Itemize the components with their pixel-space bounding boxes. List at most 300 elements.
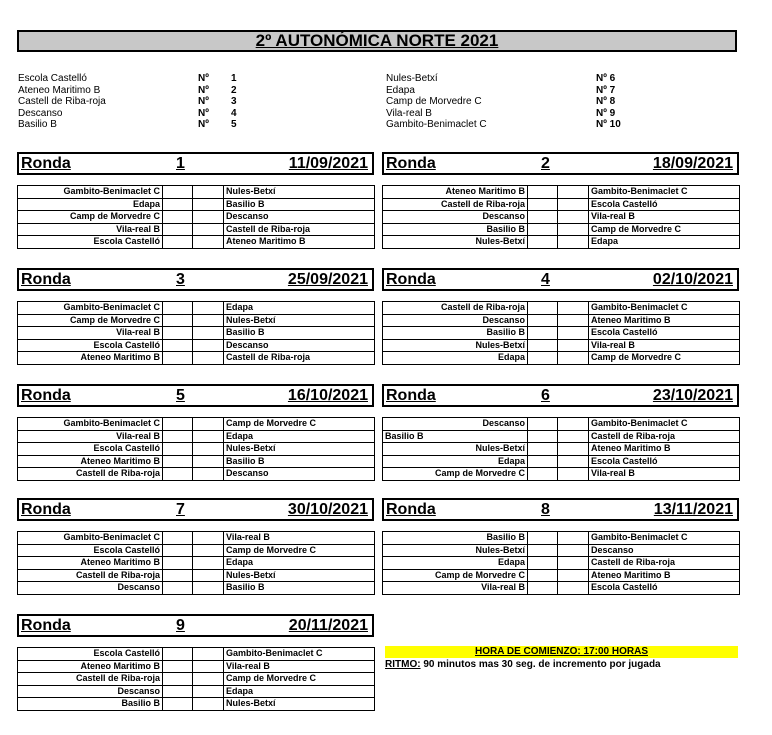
team-row: [18, 73, 278, 85]
away-result-cell: [558, 418, 589, 431]
home-result-cell: [528, 443, 558, 456]
away-team: Ateneo Maritimo B: [224, 236, 375, 249]
away-result-cell: [193, 698, 224, 711]
team-number: Nº 6: [596, 73, 616, 84]
away-result-cell: [193, 544, 224, 557]
home-team: Gambito-Benimaclet C: [18, 186, 163, 199]
home-team: Castell de Riba-roja: [18, 673, 163, 686]
round-header: [382, 268, 739, 291]
team-number: 1: [231, 73, 237, 84]
away-result-cell: [193, 648, 224, 661]
away-result-cell: [558, 327, 589, 340]
home-result-cell: [163, 302, 193, 315]
match-row: [383, 532, 740, 545]
team-name: Escola Castelló: [18, 73, 87, 84]
team-name: Ateneo Maritimo B: [18, 84, 101, 96]
home-team: Edapa: [383, 352, 528, 365]
away-result-cell: [193, 443, 224, 456]
match-row: [383, 582, 740, 595]
away-team: Basilio B: [224, 198, 375, 211]
team-number: Nº 9: [596, 107, 616, 119]
match-row: [18, 468, 375, 481]
home-team: Castell de Riba-roja: [383, 198, 528, 211]
round-date: 25/09/2021: [287, 271, 368, 288]
home-result-cell: [163, 544, 193, 557]
away-team: Gambito-Benimaclet C: [589, 418, 740, 431]
away-result-cell: [193, 198, 224, 211]
round-header: [17, 268, 374, 291]
home-result-cell: [163, 443, 193, 456]
round-label: Ronda: [386, 387, 436, 404]
away-team: Camp de Morvedre C: [589, 223, 740, 236]
round-table: [382, 185, 740, 249]
home-team: Vila-real B: [18, 430, 163, 443]
home-result-cell: [163, 418, 193, 431]
team-name: Camp de Morvedre C: [386, 96, 482, 108]
team-no-label: Nº: [198, 73, 209, 84]
round-date: 13/11/2021: [653, 501, 733, 518]
away-result-cell: [558, 557, 589, 570]
team-number: Nº 7: [596, 84, 616, 96]
round-number: 6: [541, 387, 550, 404]
home-result-cell: [528, 418, 558, 431]
match-row: [18, 223, 375, 236]
team-row: [18, 108, 278, 120]
home-team: Vila-real B: [18, 327, 163, 340]
round-label: Ronda: [386, 271, 436, 288]
round-header: [17, 384, 374, 407]
team-row: [386, 73, 686, 85]
team-number: 2: [231, 84, 237, 96]
home-result-cell: [528, 339, 558, 352]
team-name: Gambito-Benimaclet C: [386, 119, 487, 131]
team-no-label: Nº: [198, 107, 209, 119]
home-team: Descanso: [383, 314, 528, 327]
home-team: Vila-real B: [383, 582, 528, 595]
away-team: Escola Castelló: [589, 198, 740, 211]
home-result-cell: [528, 569, 558, 582]
team-row: [386, 108, 686, 120]
round-date: 30/10/2021: [287, 501, 368, 518]
round-header: [382, 498, 739, 521]
page-title: [17, 30, 737, 52]
away-result-cell: [193, 685, 224, 698]
away-result-cell: [558, 544, 589, 557]
away-team: Descanso: [589, 544, 740, 557]
home-team: Basilio B: [383, 327, 528, 340]
round-date: 20/11/2021: [288, 617, 368, 634]
match-row: [18, 660, 375, 673]
home-team: Nules-Betxí: [383, 443, 528, 456]
round-number: 3: [176, 271, 185, 288]
home-result-cell: [163, 198, 193, 211]
away-result-cell: [193, 339, 224, 352]
away-team: Ateneo Maritimo B: [589, 314, 740, 327]
home-team: Edapa: [383, 557, 528, 570]
away-team: Vila-real B: [589, 211, 740, 224]
round-label: Ronda: [21, 155, 71, 172]
home-team: Nules-Betxí: [383, 236, 528, 249]
away-team: Edapa: [224, 685, 375, 698]
away-team: Gambito-Benimaclet C: [224, 648, 375, 661]
match-row: [383, 198, 740, 211]
away-team: Nules-Betxí: [224, 314, 375, 327]
away-team: Edapa: [224, 557, 375, 570]
home-team: Gambito-Benimaclet C: [18, 418, 163, 431]
match-row: [18, 327, 375, 340]
round-label: Ronda: [21, 617, 71, 634]
team-list-right: [386, 73, 686, 131]
home-result-cell: [528, 314, 558, 327]
rhythm-text: 90 minutos mas 30 seg. de incremento por jugada: [420, 659, 661, 670]
home-team: Camp de Morvedre C: [383, 468, 528, 481]
team-number: 3: [231, 96, 237, 108]
match-row: [18, 455, 375, 468]
home-result-cell: [163, 532, 193, 545]
match-row: [383, 186, 740, 199]
away-result-cell: [558, 582, 589, 595]
home-result-cell: [163, 430, 193, 443]
match-row: [383, 455, 740, 468]
away-result-cell: [193, 211, 224, 224]
away-team: Basilio B: [224, 327, 375, 340]
team-number: 4: [231, 107, 237, 119]
away-result-cell: [558, 455, 589, 468]
home-team: Castell de Riba-roja: [383, 302, 528, 315]
home-team: Basilio B: [383, 223, 528, 236]
home-result-cell: [163, 223, 193, 236]
away-result-cell: [193, 532, 224, 545]
round-header: [17, 498, 374, 521]
home-team: Escola Castelló: [18, 339, 163, 352]
title-text: 2º AUTONÓMICA NORTE 2021: [255, 31, 499, 50]
home-team: Gambito-Benimaclet C: [18, 532, 163, 545]
home-result-cell: [528, 223, 558, 236]
round-header: [17, 152, 374, 175]
team-name: Edapa: [386, 84, 415, 96]
start-time-banner: [385, 646, 738, 658]
round-table: [17, 647, 375, 711]
home-team: Ateneo Maritimo B: [383, 186, 528, 199]
match-row: [383, 339, 740, 352]
home-result-cell: [163, 660, 193, 673]
round-table: [17, 185, 375, 249]
home-result-cell: [163, 455, 193, 468]
round-number: 7: [176, 501, 185, 518]
match-row: [18, 698, 375, 711]
away-team: Nules-Betxí: [224, 443, 375, 456]
away-result-cell: [193, 569, 224, 582]
team-row: [386, 119, 686, 131]
round-table: [17, 417, 375, 481]
home-team: Camp de Morvedre C: [18, 314, 163, 327]
home-result-cell: [163, 236, 193, 249]
round-header: [382, 152, 739, 175]
home-team: Ateneo Maritimo B: [18, 455, 163, 468]
away-result-cell: [193, 660, 224, 673]
home-team: Nules-Betxí: [383, 339, 528, 352]
home-result-cell: [163, 468, 193, 481]
home-team: Escola Castelló: [18, 648, 163, 661]
away-team: Camp de Morvedre C: [224, 673, 375, 686]
match-row: [383, 223, 740, 236]
home-result-cell: [163, 685, 193, 698]
away-team: Camp de Morvedre C: [224, 418, 375, 431]
match-row: [18, 314, 375, 327]
home-team: Basilio B: [383, 430, 528, 443]
round-number: 2: [541, 155, 550, 172]
away-result-cell: [193, 455, 224, 468]
home-result-cell: [163, 648, 193, 661]
away-team: Gambito-Benimaclet C: [589, 302, 740, 315]
home-result-cell: [163, 339, 193, 352]
home-team: Nules-Betxí: [383, 544, 528, 557]
home-result-cell: [163, 673, 193, 686]
round-label: Ronda: [21, 501, 71, 518]
match-row: [383, 352, 740, 365]
home-result-cell: [163, 352, 193, 365]
match-row: [18, 352, 375, 365]
round-header: [17, 614, 374, 637]
home-result-cell: [163, 211, 193, 224]
home-team: Vila-real B: [18, 223, 163, 236]
home-team: Descanso: [18, 582, 163, 595]
round-table: [382, 417, 740, 481]
team-row: [18, 96, 278, 108]
home-team: Camp de Morvedre C: [18, 211, 163, 224]
away-team: Nules-Betxí: [224, 186, 375, 199]
away-team: Castell de Riba-roja: [224, 352, 375, 365]
home-team: Descanso: [383, 418, 528, 431]
home-result-cell: [528, 557, 558, 570]
away-team: Escola Castelló: [589, 327, 740, 340]
away-result-cell: [558, 223, 589, 236]
round-number: 9: [176, 617, 185, 634]
away-result-cell: [193, 302, 224, 315]
away-result-cell: [558, 314, 589, 327]
match-row: [18, 236, 375, 249]
round-label: Ronda: [386, 501, 436, 518]
match-row: [18, 430, 375, 443]
round-table: [17, 531, 375, 595]
home-result-cell: [528, 198, 558, 211]
match-row: [18, 569, 375, 582]
home-team: Castell de Riba-roja: [18, 569, 163, 582]
match-info: [385, 646, 738, 671]
team-name: Castell de Riba-roja: [18, 96, 106, 108]
away-result-cell: [193, 418, 224, 431]
rhythm-line: [385, 659, 738, 671]
match-row: [18, 443, 375, 456]
away-team: Basilio B: [224, 455, 375, 468]
round-date: 18/09/2021: [652, 155, 733, 172]
away-team: Castell de Riba-roja: [589, 557, 740, 570]
away-team: Camp de Morvedre C: [589, 352, 740, 365]
home-team: Ateneo Maritimo B: [18, 352, 163, 365]
round-table: [382, 531, 740, 595]
round-date: 16/10/2021: [287, 387, 368, 404]
match-row: [383, 544, 740, 557]
away-result-cell: [193, 327, 224, 340]
away-team: Camp de Morvedre C: [224, 544, 375, 557]
round-label: Ronda: [386, 155, 436, 172]
home-team: Basilio B: [383, 532, 528, 545]
home-team: Basilio B: [18, 698, 163, 711]
home-team: Camp de Morvedre C: [383, 569, 528, 582]
away-result-cell: [558, 430, 589, 443]
away-result-cell: [558, 532, 589, 545]
home-result-cell: [163, 557, 193, 570]
round-table: [382, 301, 740, 365]
team-name: Nules-Betxí: [386, 73, 438, 84]
away-result-cell: [193, 430, 224, 443]
away-team: Vila-real B: [224, 660, 375, 673]
home-result-cell: [528, 302, 558, 315]
team-name: Basilio B: [18, 119, 57, 131]
match-row: [18, 673, 375, 686]
away-team: Nules-Betxí: [224, 698, 375, 711]
away-result-cell: [193, 673, 224, 686]
match-row: [383, 468, 740, 481]
match-row: [18, 544, 375, 557]
away-team: Escola Castelló: [589, 455, 740, 468]
away-result-cell: [193, 223, 224, 236]
away-result-cell: [193, 557, 224, 570]
home-result-cell: [528, 327, 558, 340]
round-date: 23/10/2021: [652, 387, 733, 404]
home-result-cell: [528, 186, 558, 199]
home-team: Ateneo Maritimo B: [18, 660, 163, 673]
away-team: Gambito-Benimaclet C: [589, 186, 740, 199]
round-header: [382, 384, 739, 407]
home-result-cell: [528, 455, 558, 468]
away-team: Ateneo Maritimo B: [589, 443, 740, 456]
team-number: Nº 8: [596, 96, 616, 108]
home-team: Descanso: [18, 685, 163, 698]
away-result-cell: [558, 198, 589, 211]
away-result-cell: [558, 186, 589, 199]
match-row: [383, 314, 740, 327]
match-row: [18, 557, 375, 570]
away-team: Edapa: [224, 430, 375, 443]
home-result-cell: [528, 468, 558, 481]
match-row: [383, 569, 740, 582]
home-team: Gambito-Benimaclet C: [18, 302, 163, 315]
away-team: Edapa: [224, 302, 375, 315]
home-result-cell: [528, 544, 558, 557]
match-row: [18, 186, 375, 199]
team-row: [386, 85, 686, 97]
away-team: Gambito-Benimaclet C: [589, 532, 740, 545]
away-result-cell: [558, 443, 589, 456]
away-result-cell: [558, 211, 589, 224]
round-number: 1: [176, 155, 185, 172]
team-row: [18, 119, 278, 131]
home-result-cell: [528, 211, 558, 224]
away-team: Vila-real B: [224, 532, 375, 545]
match-row: [18, 685, 375, 698]
round-table: [17, 301, 375, 365]
team-no-label: Nº: [198, 96, 209, 108]
match-row: [18, 211, 375, 224]
start-time-text: HORA DE COMIENZO: 17:00 HORAS: [475, 646, 648, 657]
away-team: Ateneo Maritimo B: [589, 569, 740, 582]
away-team: Basilio B: [224, 582, 375, 595]
round-label: Ronda: [21, 271, 71, 288]
team-no-label: Nº: [198, 119, 209, 131]
team-no-label: Nº: [198, 84, 209, 96]
home-team: Escola Castelló: [18, 236, 163, 249]
away-result-cell: [558, 352, 589, 365]
match-row: [383, 430, 740, 443]
home-team: Descanso: [383, 211, 528, 224]
away-result-cell: [558, 236, 589, 249]
home-result-cell: [163, 314, 193, 327]
away-team: Vila-real B: [589, 468, 740, 481]
match-row: [18, 582, 375, 595]
match-row: [383, 418, 740, 431]
away-team: Descanso: [224, 211, 375, 224]
home-result-cell: [163, 569, 193, 582]
match-row: [383, 557, 740, 570]
away-result-cell: [193, 352, 224, 365]
match-row: [18, 302, 375, 315]
away-result-cell: [193, 314, 224, 327]
home-result-cell: [163, 186, 193, 199]
round-number: 8: [541, 501, 550, 518]
team-row: [386, 96, 686, 108]
match-row: [383, 211, 740, 224]
away-team: Vila-real B: [589, 339, 740, 352]
home-result-cell: [528, 430, 558, 443]
team-name: Vila-real B: [386, 107, 432, 119]
away-team: Nules-Betxí: [224, 569, 375, 582]
home-team: Ateneo Maritimo B: [18, 557, 163, 570]
home-result-cell: [528, 532, 558, 545]
round-date: 11/09/2021: [288, 155, 368, 172]
away-team: Escola Castelló: [589, 582, 740, 595]
away-team: Castell de Riba-roja: [589, 430, 740, 443]
home-team: Escola Castelló: [18, 443, 163, 456]
team-number: 5: [231, 119, 237, 131]
round-label: Ronda: [21, 387, 71, 404]
team-list-left: [18, 73, 278, 131]
away-result-cell: [558, 339, 589, 352]
home-result-cell: [163, 327, 193, 340]
away-team: Descanso: [224, 468, 375, 481]
team-row: [18, 85, 278, 97]
match-row: [383, 327, 740, 340]
match-row: [383, 236, 740, 249]
match-row: [383, 302, 740, 315]
home-result-cell: [528, 236, 558, 249]
away-result-cell: [558, 468, 589, 481]
round-number: 5: [176, 387, 185, 404]
match-row: [18, 339, 375, 352]
home-team: Edapa: [383, 455, 528, 468]
away-result-cell: [193, 468, 224, 481]
away-result-cell: [558, 302, 589, 315]
match-row: [18, 532, 375, 545]
team-number: Nº 10: [596, 119, 621, 131]
home-team: Escola Castelló: [18, 544, 163, 557]
away-team: Descanso: [224, 339, 375, 352]
home-team: Edapa: [18, 198, 163, 211]
home-result-cell: [163, 698, 193, 711]
round-date: 02/10/2021: [652, 271, 733, 288]
round-number: 4: [541, 271, 550, 288]
match-row: [18, 648, 375, 661]
